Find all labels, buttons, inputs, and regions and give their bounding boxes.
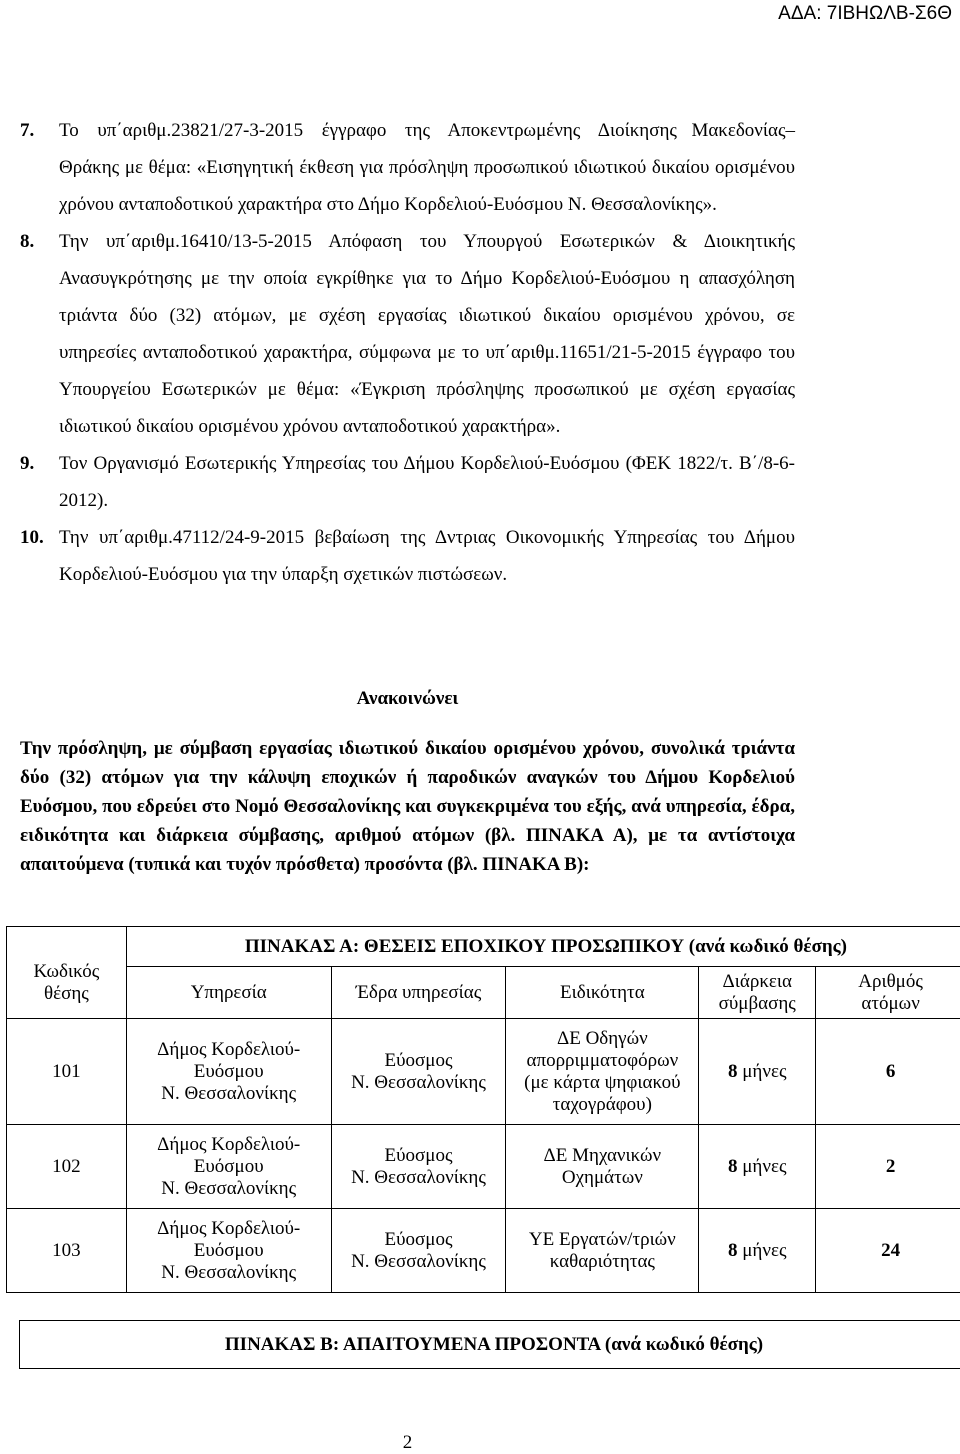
cell-line: Δήμος Κορδελιού-: [157, 1133, 301, 1155]
header-count-line: ατόμων: [861, 992, 920, 1014]
cell-line: Ν. Θεσσαλονίκης: [351, 1166, 486, 1188]
header-specialty: Ειδικότητα: [506, 967, 699, 1019]
cell-line: Ν. Θεσσαλονίκης: [351, 1071, 486, 1093]
cell-line: Δήμος Κορδελιού-: [157, 1217, 301, 1239]
cell-service: [126, 1019, 331, 1125]
duration-unit: μήνες: [742, 1155, 787, 1177]
cell-code: 102: [7, 1125, 127, 1209]
duration-unit: μήνες: [742, 1239, 787, 1261]
cell-line: Οχημάτων: [561, 1166, 643, 1188]
cell-line: Ν. Θεσσαλονίκης: [161, 1261, 297, 1283]
cell-count: 24: [816, 1209, 960, 1293]
cell-service: [126, 1209, 331, 1293]
cell-count: 6: [816, 1019, 960, 1125]
header-code-line: Κωδικός: [33, 960, 100, 982]
header-count-line: Αριθμός: [858, 970, 923, 992]
cell-code: 103: [7, 1209, 127, 1293]
cell-line: Ν. Θεσσαλονίκης: [161, 1082, 297, 1104]
duration-unit: μήνες: [742, 1060, 787, 1082]
table-b-caption: ΠΙΝΑΚΑΣ Β: ΑΠΑΙΤΟΥΜΕΝΑ ΠΡΟΣΟΝΤΑ (ανά κωδικό θέσης): [20, 1321, 960, 1369]
duration-number: 8: [728, 1239, 738, 1261]
item-text: Μακεδονίας– Θράκης με θέμα: «Εισηγητική έκθεση για πρόσληψη προσωπικού ιδιωτικού δικαίου ορισμένου χρόνου ανταποδοτικού χαρακτήρα στο Δήμο Κορδελιού-Ευόσμου Ν. Θεσσαλονίκης».: [59, 120, 795, 215]
cell-line: ΥΕ Εργατών/τριών: [528, 1228, 676, 1250]
table-a-caption: ΠΙΝΑΚΑΣ Α: ΘΕΣΕΙΣ ΕΠΟΧΙΚΟΥ ΠΡΟΣΩΠΙΚΟΥ (ανά κωδικό θέσης): [126, 927, 960, 967]
duration-number: 8: [728, 1060, 738, 1082]
cell-line: (με κάρτα ψηφιακού: [524, 1071, 681, 1093]
cell-line: Ευόσμου: [193, 1060, 264, 1082]
item-text: Την υπ΄αριθμ.16410/13-5-2015 Απόφαση του Υπουργού Εσωτερικών & Διοικητικής Ανασυγκρότησης με την οποία εγκρίθηκε για το Δήμο Κορδελιού-Ευόσμου η απασχόληση τριάντα δύο (32) ατόμων, με σχέση εργασίας ιδιωτικού δικαίου ορισμένου χρόνου, σε υπηρεσίες ανταποδοτικού χαρακτήρα, σύμφωνα με το υπ΄αριθμ.11651/21-5-2015 έγγραφο του Υπουργείου Εσωτερικών με θέμα: «Έγκριση πρόσληψης προσωπικού με σχέση εργασίας ιδιωτικού δικαίου ορισμένου χρόνου ανταποδοτικού χαρακτήρα».: [59, 231, 795, 437]
cell-seat: [331, 1019, 506, 1125]
table-a-positions: [6, 926, 960, 1293]
cell-duration: [699, 1125, 816, 1209]
announce-heading: Ανακοινώνει: [356, 688, 459, 709]
item-lead: Το υπ΄αριθμ.23821/27-3-2015 έγγραφο της Αποκεντρωμένης Διοίκησης: [59, 120, 677, 141]
cell-line: ΔΕ Μηχανικών: [543, 1144, 662, 1166]
consideration-item-7: [20, 112, 795, 223]
cell-seat: [331, 1125, 506, 1209]
header-duration: [699, 967, 816, 1019]
cell-line: Εύοσμος: [384, 1049, 453, 1071]
cell-specialty: [506, 1019, 699, 1125]
cell-line: Ν. Θεσσαλονίκης: [161, 1177, 297, 1199]
cell-code: 101: [7, 1019, 127, 1125]
item-number: 10.: [20, 527, 44, 548]
header-seat: Έδρα υπηρεσίας: [331, 967, 506, 1019]
cell-line: ταχογράφου): [552, 1093, 652, 1115]
consideration-item-10: [20, 519, 795, 593]
table-row: [7, 1019, 960, 1125]
cell-line: Εύοσμος: [384, 1228, 453, 1250]
cell-line: Ν. Θεσσαλονίκης: [351, 1250, 486, 1272]
item-text: Τον Οργανισμό Εσωτερικής Υπηρεσίας του Δήμου Κορδελιού-Ευόσμου (ΦΕΚ 1822/τ. Β΄/8-6-2012).: [59, 453, 795, 511]
header-duration-line: Διάρκεια: [722, 970, 792, 992]
cell-line: απορριμματοφόρων: [526, 1049, 679, 1071]
page-number: 2: [402, 1432, 413, 1453]
consideration-item-8: [20, 223, 795, 445]
header-code-line: θέσης: [44, 982, 89, 1004]
item-number: 9.: [20, 453, 35, 474]
duration-number: 8: [728, 1155, 738, 1177]
header-count: [816, 967, 960, 1019]
table-b-qualifications: [19, 1320, 960, 1369]
table-row: [7, 1209, 960, 1293]
cell-duration: [699, 1209, 816, 1293]
consideration-item-9: [20, 445, 795, 519]
item-text: Την υπ΄αριθμ.47112/24-9-2015 βεβαίωση της Δντριας Οικονομικής Υπηρεσίας του Δήμου Κορδελιού-Ευόσμου για την ύπαρξη σχετικών πιστώσεων.: [59, 527, 795, 585]
item-number: 7.: [20, 120, 35, 141]
cell-line: Ευόσμου: [193, 1239, 264, 1261]
cell-line: ΔΕ Οδηγών: [557, 1027, 648, 1049]
item-number: 8.: [20, 231, 35, 252]
cell-count: 2: [816, 1125, 960, 1209]
considerations-list: [20, 112, 795, 593]
cell-seat: [331, 1209, 506, 1293]
cell-line: καθαριότητας: [549, 1250, 655, 1272]
announce-body: Την πρόσληψη, με σύμβαση εργασίας ιδιωτικού δικαίου ορισμένου χρόνου, συνολικά τριάντα δύο (32) ατόμων για την κάλυψη εποχικών ή παροδικών αναγκών του Δήμου Κορδελιού Ευόσμου, που εδρεύει στο Νομό Θεσσαλονίκης και συγκεκριμένα του εξής, ανά υπηρεσία, έδρα, ειδικότητα και διάρκεια σύμβασης, αριθμού ατόμων (βλ. ΠΙΝΑΚΑ Α), με τα αντίστοιχα απαιτούμενα (τυπικά και τυχόν πρόσθετα) προσόντα (βλ. ΠΙΝΑΚΑ Β):: [20, 738, 795, 875]
header-code: [7, 927, 127, 1019]
cell-specialty: [506, 1209, 699, 1293]
cell-line: Δήμος Κορδελιού-: [157, 1038, 301, 1060]
table-row: [7, 1125, 960, 1209]
cell-specialty: [506, 1125, 699, 1209]
header-duration-line: σύμβασης: [718, 992, 796, 1014]
cell-service: [126, 1125, 331, 1209]
header-service: Υπηρεσία: [126, 967, 331, 1019]
cell-line: Ευόσμου: [193, 1155, 264, 1177]
ada-code: ΑΔΑ: 7ΙΒΗΩΛΒ-Σ6Θ: [778, 3, 952, 24]
cell-duration: [699, 1019, 816, 1125]
cell-line: Εύοσμος: [384, 1144, 453, 1166]
